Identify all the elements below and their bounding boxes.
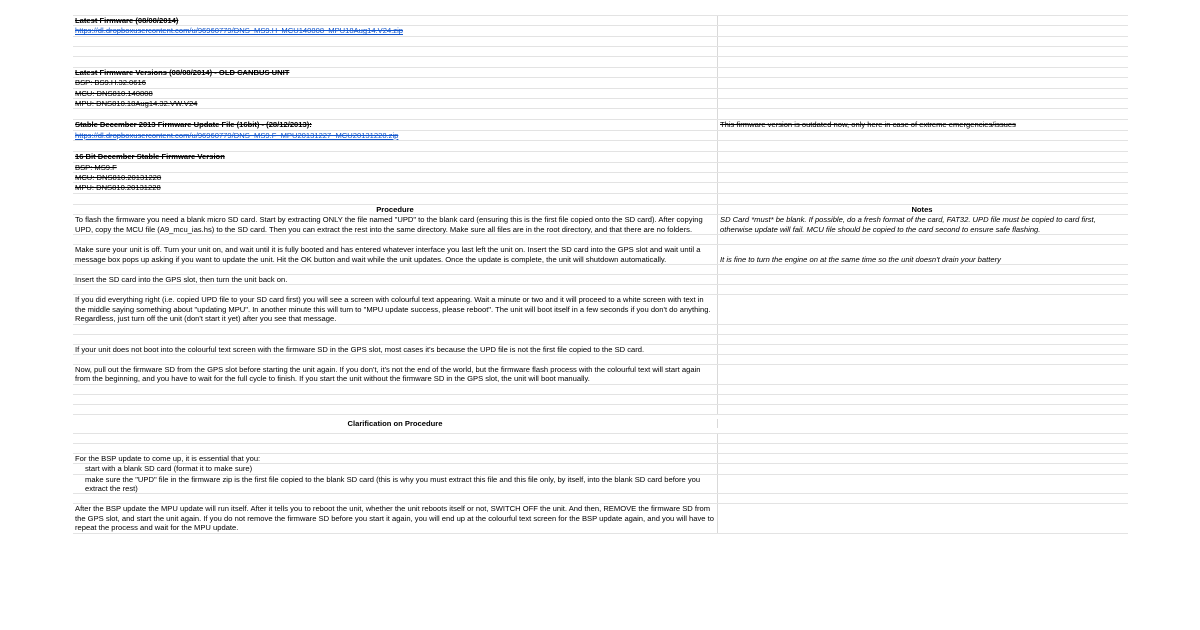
spreadsheet — [73, 15, 1128, 534]
sheet-row — [73, 152, 1128, 162]
procedure-step-6: Now, pull out the firmware SD from the GPS slot before starting the unit again. If you don't, it's not the end of the world, but the firmware flash process with the colourful text will start again from the beginning, and you have to wait for the full cycle to finish. If you start the unit without the firmware SD in the GPS slot, the unit will boot manually. — [73, 365, 718, 384]
sheet-row — [73, 163, 1128, 173]
sheet-row — [73, 109, 1128, 120]
sheet-row — [73, 345, 1128, 355]
procedure-note-1: SD Card *must* be blank. If possible, do a fresh format of the card, FAT32. UPD file must be copied to card first, otherwise update will fail. MCU file should be copied to the card second to ensure safe flashing. — [720, 215, 1096, 234]
latest-mcu-version: MCU: DNS810.140808 — [73, 89, 718, 98]
sheet-row — [73, 15, 1128, 26]
notes-heading: Notes — [911, 204, 933, 214]
latest-firmware-link-cell — [73, 26, 718, 35]
sheet-row — [73, 37, 1128, 47]
sheet-row — [73, 215, 1128, 235]
sheet-row — [73, 385, 1128, 395]
sheet-row — [73, 415, 1128, 434]
sheet-row — [73, 68, 1128, 78]
empty-cell — [718, 26, 1126, 35]
sheet-row — [73, 120, 1128, 130]
sheet-row — [73, 245, 1128, 265]
clarification-intro: For the BSP update to come up, it is essential that you: — [73, 454, 718, 463]
stable16-mcu: MCU: DNS810.20131228 — [73, 173, 718, 182]
sheet-row — [73, 365, 1128, 385]
latest-firmware-heading: Latest Firmware (08/08/2014) — [73, 16, 718, 25]
stable-firmware-link[interactable]: https://dl.dropboxusercontent.com/u/96960779/DNS_MS9.F_MPU20131227_MCU20131228.zip — [75, 130, 399, 140]
sheet-row — [73, 395, 1128, 405]
sheet-row — [73, 205, 1128, 215]
sheet-row — [73, 494, 1128, 504]
sheet-row — [73, 57, 1128, 68]
sheet-row — [73, 454, 1128, 464]
sheet-row — [73, 99, 1128, 109]
sheet-row — [73, 78, 1128, 88]
sheet-row — [73, 275, 1128, 285]
procedure-step-4: If you did everything right (i.e. copied UPD file to your SD card first) you will see a screen with colourful text appearing. Wait a minute or two and it will proceed to a white screen with text in the middle saying something about "updating MPU". In another minute this will turn to "MPU update success, please reboot". The unit will boot itself in a few seconds if you don't do anything. Regardless, just turn off the unit (don't start it yet) after you see that message. — [73, 295, 718, 323]
sheet-row — [73, 325, 1128, 335]
procedure-step-5: If your unit does not boot into the colourful text screen with the firmware SD in the GPS slot, most cases it's because the UPD file is not the first file copied to the SD card. — [73, 345, 718, 354]
latest-mpu-version: MPU: DNS810.18Aug14.32.VW.V24 — [73, 99, 718, 108]
latest-bsp-version: BSP: BS9.H.32.0616 — [73, 78, 718, 87]
stable16-heading: 16 Bit December Stable Firmware Version — [73, 152, 718, 161]
stable16-bsp: BSP: MS9.F — [73, 163, 718, 172]
clarification-after: After the BSP update the MPU update will run itself. After it tells you to reboot the unit, whether the unit reboots itself or not, SWITCH OFF the unit. And then, REMOVE the firmware SD from the GPS slot, and start the unit again. If you do not remove the firmware SD before you start it again, you will end up at the colourful text screen for the BSP update again, and you will have to repeat the process and wait for the MPU update. — [73, 504, 718, 532]
sheet-row — [73, 194, 1128, 205]
sheet-row — [73, 265, 1128, 275]
sheet-row — [73, 295, 1128, 324]
procedure-step-1: To flash the firmware you need a blank micro SD card. Start by extracting ONLY the file named "UPD" to the blank card (ensuring this is the first file copied onto the SD card). After copying UPD, copy the MCU file (A9_mcu_ias.hs) to the SD card. Then you can extract the rest into the same directory. Make sure all files are in the root directory, and that there are no folders. — [73, 215, 718, 234]
empty-cell — [718, 16, 1126, 25]
stable-outdated-note: This firmware version is outdated now, only here in case of extreme emergencies/issues — [720, 120, 1016, 130]
sheet-row — [73, 285, 1128, 295]
stable-firmware-heading: Stable December 2013 Firmware Update File (16bit) - (28/12/2013): — [73, 120, 718, 129]
sheet-row — [73, 504, 1128, 533]
latest-firmware-link[interactable]: https://dl.dropboxusercontent.com/u/96960779/DNS_MS9.H_MCU140808_MPU18Aug14.V24.zip — [75, 26, 403, 36]
sheet-row — [73, 444, 1128, 454]
procedure-step-3: Insert the SD card into the GPS slot, then turn the unit back on. — [73, 275, 718, 284]
latest-versions-heading: Latest Firmware Versions (08/08/2014) - OLD CANBUS UNIT — [73, 68, 718, 77]
procedure-step-2: Make sure your unit is off. Turn your unit on, and wait until it is fully booted and has entered whatever interface you last left the unit on. Insert the SD card into the GPS slot and wait until a message box pops up asking if you want to update the unit. Hit the OK button and wait while the unit updates. Once the update is complete, the unit will shutdown automatically. — [73, 245, 718, 264]
clarification-heading: Clarification on Procedure — [73, 419, 718, 428]
sheet-row — [73, 235, 1128, 245]
sheet-row — [73, 434, 1128, 444]
procedure-note-2-cell — [718, 245, 1126, 264]
sheet-row — [73, 355, 1128, 365]
sheet-row — [73, 475, 1128, 495]
sheet-row — [73, 335, 1128, 345]
procedure-note-2: It is fine to turn the engine on at the same time so the unit doesn't drain your battery — [720, 254, 1001, 264]
sheet-row — [73, 26, 1128, 36]
sheet-row — [73, 464, 1128, 474]
procedure-heading: Procedure — [73, 205, 718, 214]
sheet-row — [73, 131, 1128, 141]
sheet-row — [73, 141, 1128, 152]
sheet-row — [73, 183, 1128, 193]
clarification-bullet-1: start with a blank SD card (format it to make sure) — [73, 464, 718, 473]
sheet-row — [73, 47, 1128, 57]
clarification-bullet-2: make sure the "UPD" file in the firmware zip is the first file copied to the blank SD card (this is why you must extract this file and this file only, by itself, into the blank SD card before you extract the rest) — [73, 475, 718, 494]
sheet-row — [73, 173, 1128, 183]
sheet-row — [73, 89, 1128, 99]
stable-firmware-link-cell — [73, 131, 718, 140]
stable16-mpu: MPU: DNS810.20131228 — [73, 183, 718, 192]
sheet-row — [73, 405, 1128, 415]
